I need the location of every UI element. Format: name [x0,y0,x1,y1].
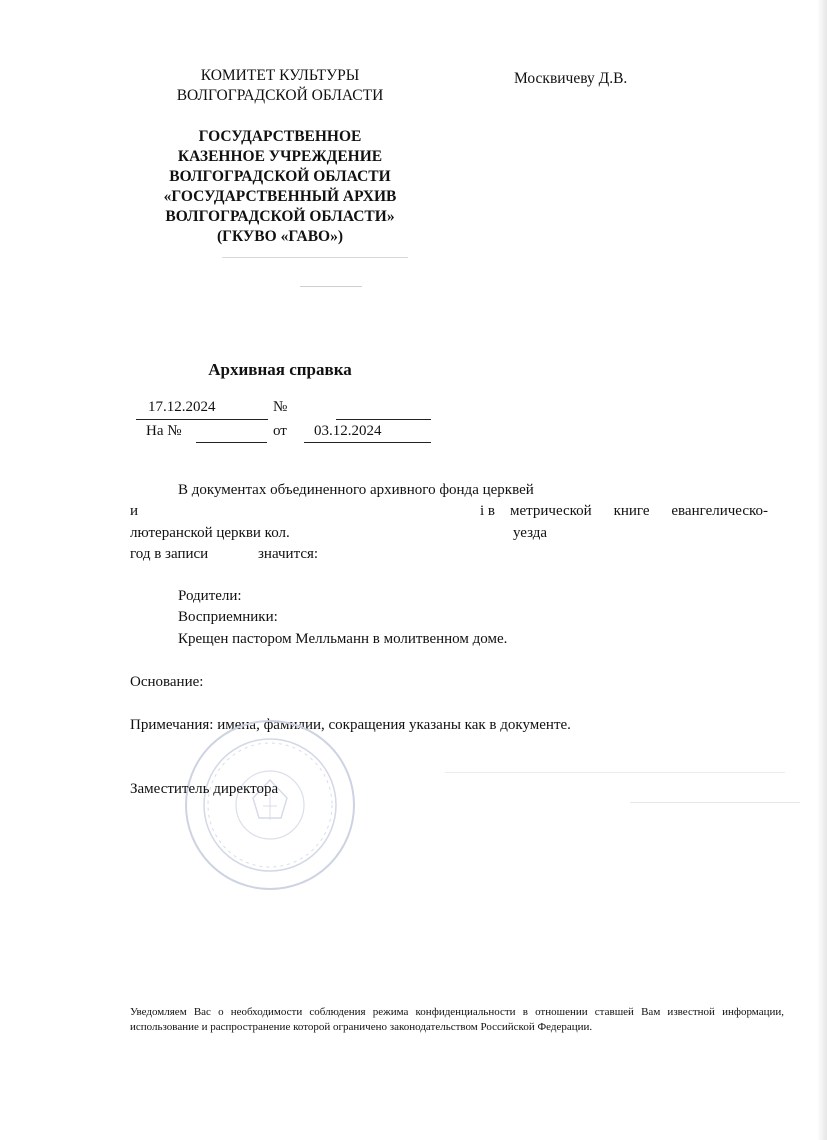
confidentiality-notice: Уведомляем Вас о необходимости соблюдения режима конфиденциальности в отношении ставшей Вам известной информации, использование и распространение которой ограничено законодательством Российской Федерации. [130,1006,784,1033]
body-line: уезда [513,525,548,541]
org-line: (ГКУВО «ГАВО») [216,228,344,245]
scan-edge-shadow [817,0,827,1140]
body-line: год в записи [130,546,209,562]
parents-label: Родители: [178,588,242,604]
committee-line: КОМИТЕТ КУЛЬТУРЫ [200,67,360,84]
official-stamp-icon [183,718,358,893]
baptism-note: Крещен пастором Мелльманн в молитвенном доме. [178,631,508,647]
body-line: значится: [258,546,319,562]
ref-number-underline [196,442,267,443]
committee-block [150,66,410,106]
from-label: от [273,423,287,439]
org-line: КАЗЕННОЕ УЧРЕЖДЕНИЕ [177,148,383,165]
redacted-line [222,257,408,258]
committee-line: ВОЛГОГРАДСКОЙ ОБЛАСТИ [176,87,384,104]
body-line: і в [480,503,495,519]
date-underline [136,419,268,420]
org-line: ВОЛГОГРАДСКОЙ ОБЛАСТИ» [165,208,395,225]
ref-date-underline [304,442,431,443]
redacted-line [445,772,785,773]
basis-label: Основание: [130,674,204,690]
body-line: метрической книге евангелическо- [510,503,768,519]
organization-block [140,127,420,247]
godparents-label: Восприемники: [178,609,278,625]
org-line: ГОСУДАРСТВЕННОЕ [198,128,362,145]
org-line: ВОЛГОГРАДСКОЙ ОБЛАСТИ [169,168,391,185]
body-line: и [130,503,139,519]
number-label: № [273,399,288,415]
notes: Примечания: имена, фамилии, сокращения указаны как в документе. [130,717,571,733]
body-line: В документах объединенного архивного фонда церквей [178,482,534,498]
document-date: 17.12.2024 [148,399,216,415]
org-line: «ГОСУДАРСТВЕННЫЙ АРХИВ [163,188,397,205]
ref-date: 03.12.2024 [314,423,382,439]
redacted-line [630,802,800,803]
ref-label: На № [146,423,182,439]
number-underline [336,419,431,420]
redacted-line [300,286,362,287]
signatory-title: Заместитель директора [130,781,279,797]
recipient-name: Москвичеву Д.В. [514,70,628,87]
body-line: лютеранской церкви кол. [130,525,290,541]
document-title: Архивная справка [208,360,352,379]
